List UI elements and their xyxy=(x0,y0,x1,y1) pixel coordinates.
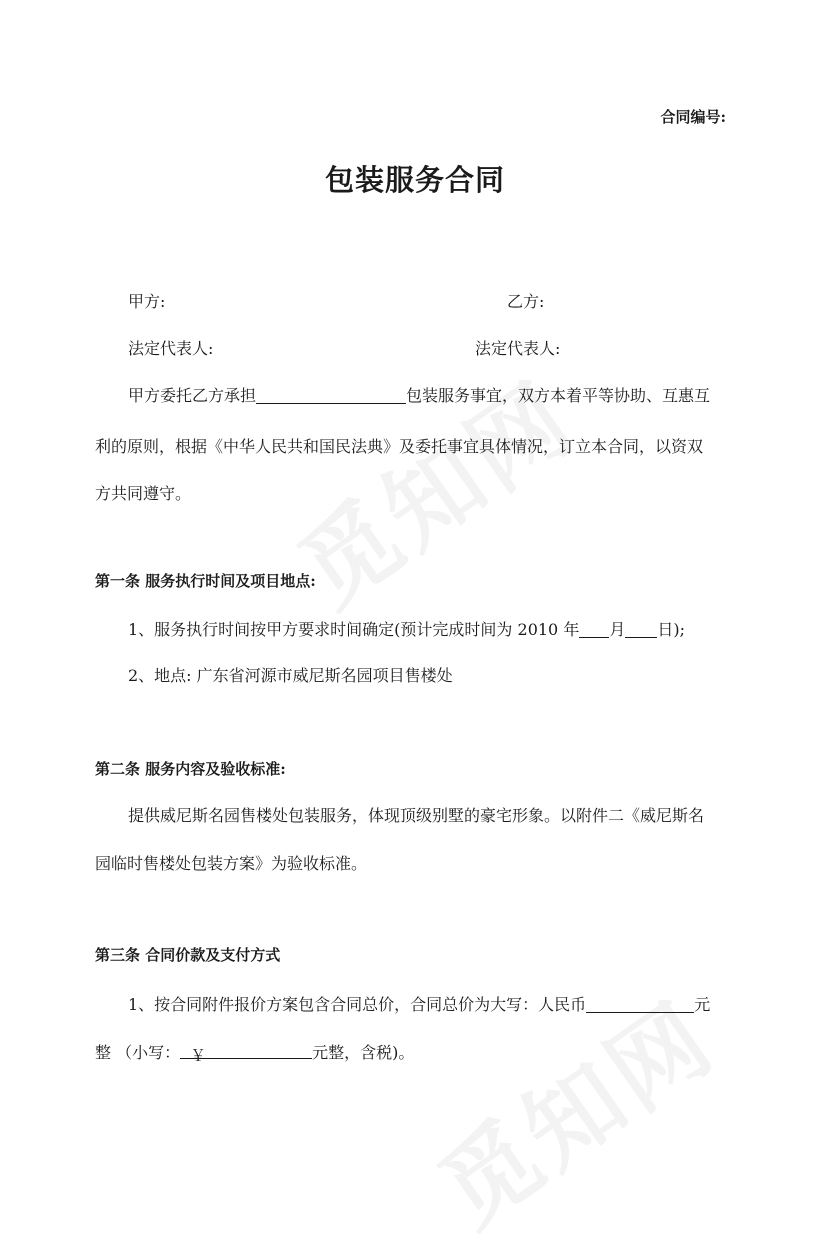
article-2-line-1: 提供威尼斯名园售楼处包装服务，体现顶级别墅的豪宅形象。以附件二《威尼斯名 xyxy=(128,806,705,825)
item-text: 1、按合同附件报价方案包含合同总价，合同总价为大写：人民币 xyxy=(128,995,587,1014)
amount-uppercase-blank xyxy=(586,996,694,1013)
month-blank xyxy=(579,621,609,638)
article-3-item-1-line-2 xyxy=(95,1040,414,1063)
party-b-representative-label: 法定代表人: xyxy=(475,339,561,358)
article-3-heading: 第三条 合同价款及支付方式 xyxy=(95,946,281,964)
article-1-item-2: 2、地点: 广东省河源市威尼斯名园项目售楼处 xyxy=(128,666,453,685)
amount-lowercase-blank xyxy=(180,1043,312,1065)
item-text: 月 xyxy=(609,620,626,639)
service-blank xyxy=(256,387,406,404)
intro-text: 甲方委托乙方承担 xyxy=(128,386,257,405)
party-a-label: 甲方: xyxy=(128,292,166,311)
currency-symbol: ￥ xyxy=(190,1046,207,1065)
contract-number-label: 合同编号: xyxy=(660,108,726,126)
day-blank xyxy=(625,621,657,638)
item-text: 元整，含税)。 xyxy=(312,1043,415,1062)
article-2-heading: 第二条 服务内容及验收标准: xyxy=(95,760,286,778)
article-3-item-1 xyxy=(128,992,710,1015)
intro-line-2: 利的原则，根据《中华人民共和国民法典》及委托事宜具体情况，订立本合同，以资双 xyxy=(95,437,704,456)
item-text: 元 xyxy=(694,995,711,1014)
document-title: 包装服务合同 xyxy=(324,163,505,197)
intro-text: 包装服务事宜，双方本着平等协助、互惠互 xyxy=(406,386,711,405)
party-b-label: 乙方: xyxy=(507,292,545,311)
intro-line-3: 方共同遵守。 xyxy=(95,484,192,503)
item-text: 1、服务执行时间按甲方要求时间确定(预计完成时间为 2010 年 xyxy=(128,620,580,639)
article-2-line-2: 园临时售楼处包装方案》为验收标准。 xyxy=(95,854,368,873)
party-a-representative-label: 法定代表人: xyxy=(128,339,214,358)
article-1-heading: 第一条 服务执行时间及项目地点: xyxy=(95,572,316,590)
article-1-item-1 xyxy=(128,617,685,640)
item-text: 日); xyxy=(657,620,685,639)
intro-line-1 xyxy=(128,383,710,406)
item-text: 整 （小写： xyxy=(95,1043,181,1062)
